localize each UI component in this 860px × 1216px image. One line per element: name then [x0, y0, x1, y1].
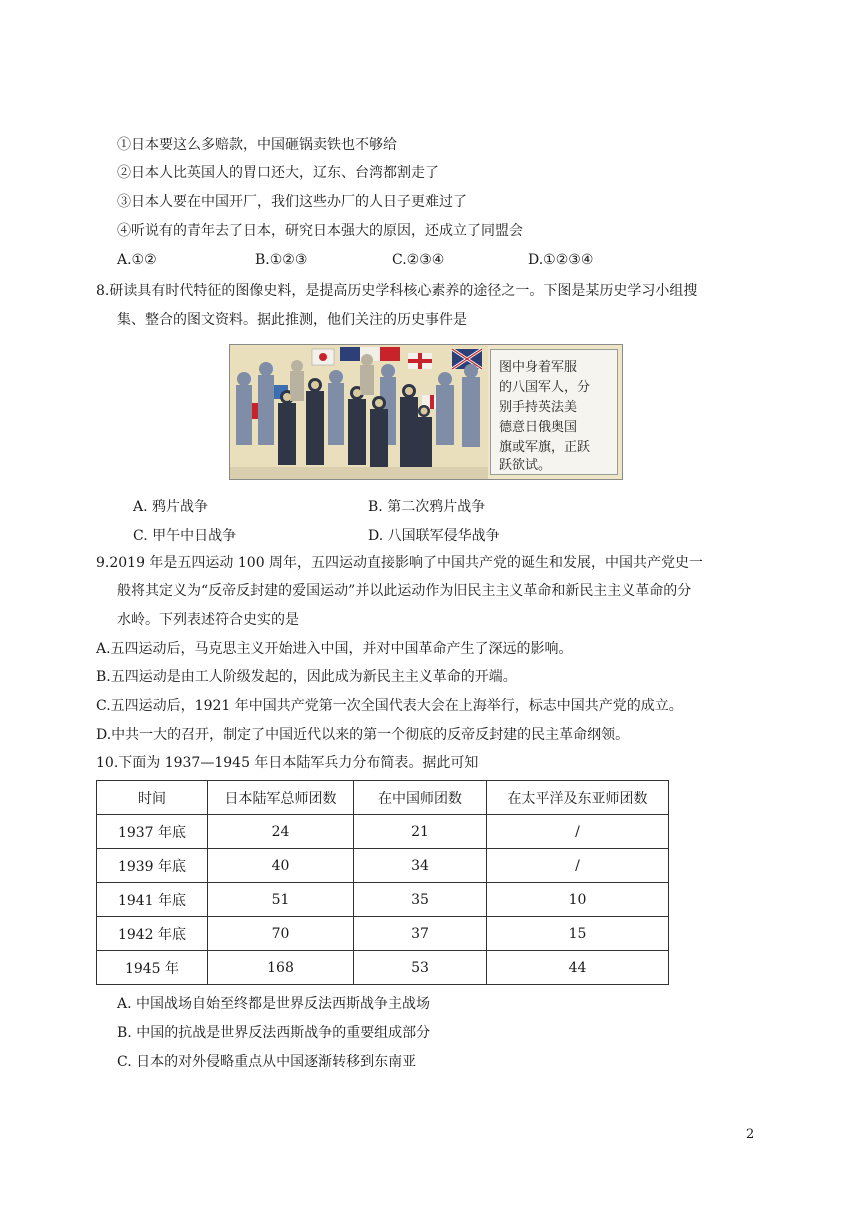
table-cell: 21	[354, 815, 487, 849]
table-cell: /	[487, 815, 669, 849]
table-row	[97, 849, 669, 883]
table-header-cell: 在太平洋及东亚师团数	[487, 781, 669, 815]
q8-caption-line-3: 别手持英法美	[499, 400, 578, 415]
q8-caption-line-5: 旗或军旗，正跃	[499, 440, 591, 455]
table-cell: 51	[208, 883, 354, 917]
table-row	[97, 815, 669, 849]
table-cell: 10	[487, 883, 669, 917]
page-number: 2	[746, 1127, 755, 1142]
table-row	[97, 883, 669, 917]
q9-stem-line-3: 水岭。下列表述符合史实的是	[117, 612, 299, 628]
q7-statement-4: ④听说有的青年去了日本，研究日本强大的原因，还成立了同盟会	[117, 223, 523, 239]
q8-figure	[229, 344, 623, 480]
q10-stem: 10.下面为 1937—1945 年日本陆军兵力分布简表。据此可知	[96, 755, 479, 771]
q8-caption-line-2: 的八国军人，分	[499, 380, 591, 395]
q7-option-d: D.①②③④	[528, 252, 594, 268]
q8-option-d: D. 八国联军侵华战争	[368, 528, 500, 544]
table-row	[97, 951, 669, 985]
q10-option-b: B. 中国的抗战是世界反法西斯战争的重要组成部分	[117, 1025, 431, 1041]
table-header-cell: 在中国师团数	[354, 781, 487, 815]
table-cell: 1941 年底	[97, 883, 208, 917]
table-cell: 70	[208, 917, 354, 951]
table-row	[97, 917, 669, 951]
q7-option-a: A.①②	[117, 252, 157, 268]
table-cell: 1942 年底	[97, 917, 208, 951]
table-cell: 35	[354, 883, 487, 917]
table-header-row	[97, 781, 669, 815]
table-cell: 168	[208, 951, 354, 985]
q9-stem-line-2: 般将其定义为“反帝反封建的爱国运动”并以此运动作为旧民主主义革命和新民主主义革命的分	[117, 583, 692, 599]
q8-option-c: C. 甲午中日战争	[133, 528, 237, 544]
table-cell: /	[487, 849, 669, 883]
table-cell: 24	[208, 815, 354, 849]
table-cell: 1945 年	[97, 951, 208, 985]
q8-caption-line-4: 德意日俄奥国	[499, 420, 578, 435]
q10-table	[96, 780, 669, 985]
table-cell: 15	[487, 917, 669, 951]
q8-options	[133, 496, 583, 546]
q8-figure-caption-box	[490, 349, 618, 475]
table-header-cell: 时间	[97, 781, 208, 815]
q10-option-a: A. 中国战场自始至终都是世界反法西斯战争主战场	[117, 996, 431, 1012]
table-cell: 53	[354, 951, 487, 985]
q7-option-c: C.②③④	[392, 252, 445, 268]
table-cell: 1939 年底	[97, 849, 208, 883]
q8-stem-line-2: 集、整合的图文资料。据此推测，他们关注的历史事件是	[117, 312, 467, 328]
q9-option-c: C.五四运动后，1921 年中国共产党第一次全国代表大会在上海举行，标志中国共产党的成立。	[96, 698, 683, 714]
q10-option-c: C. 日本的对外侵略重点从中国逐渐转移到东南亚	[117, 1054, 417, 1070]
table-cell: 37	[354, 917, 487, 951]
table-cell: 44	[487, 951, 669, 985]
table-cell: 40	[208, 849, 354, 883]
q8-option-b: B. 第二次鸦片战争	[368, 499, 486, 515]
q8-option-a: A. 鸦片战争	[133, 499, 209, 515]
table-header-cell: 日本陆军总师团数	[208, 781, 354, 815]
q9-stem-line-1: 9.2019 年是五四运动 100 周年，五四运动直接影响了中国共产党的诞生和发展，中国共产党史一	[96, 555, 704, 571]
table-cell: 1937 年底	[97, 815, 208, 849]
eight-nation-soldiers-illustration	[230, 345, 488, 479]
q7-option-b: B.①②③	[255, 252, 308, 268]
q8-caption-line-6: 跃欲试。	[499, 458, 552, 473]
q9-option-a: A.五四运动后，马克思主义开始进入中国，并对中国革命产生了深远的影响。	[96, 641, 573, 657]
q7-statement-3: ③日本人要在中国开厂，我们这些办厂的人日子更难过了	[117, 194, 467, 210]
q9-option-b: B.五四运动是由工人阶级发起的，因此成为新民主主义革命的开端。	[96, 669, 517, 685]
q7-statement-1: ①日本要这么多赔款，中国砸锅卖铁也不够给	[117, 137, 397, 153]
q7-options	[117, 252, 717, 270]
q7-statement-2: ②日本人比英国人的胃口还大，辽东、台湾都割走了	[117, 165, 439, 181]
q9-option-d: D.中共一大的召开，制定了中国近代以来的第一个彻底的反帝反封建的民主革命纲领。	[96, 727, 630, 743]
q8-caption-line-1: 图中身着军服	[499, 360, 578, 375]
table-cell: 34	[354, 849, 487, 883]
q8-stem-line-1: 8.研读具有时代特征的图像史料，是提高历史学科核心素养的途径之一。下图是某历史学习小组搜	[96, 283, 698, 299]
